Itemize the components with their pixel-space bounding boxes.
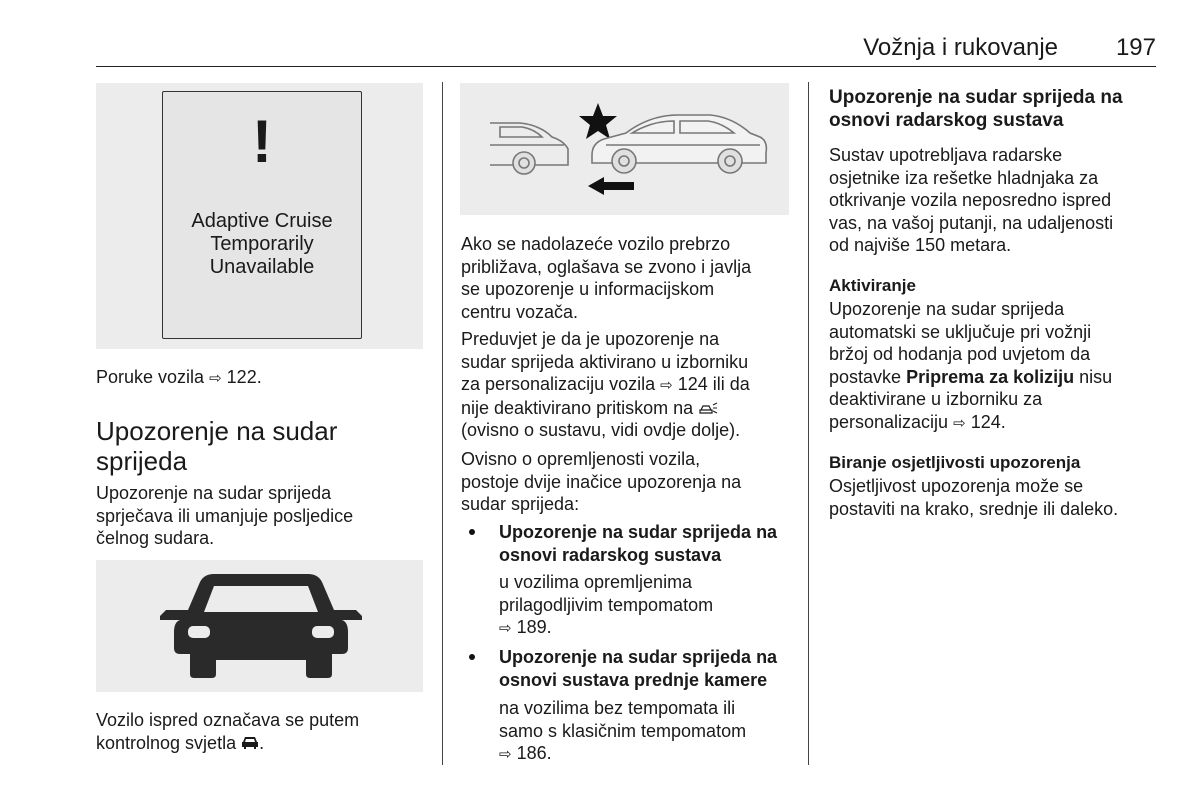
direction-arrow-icon <box>588 177 634 195</box>
text-line: približava, oglašava se zvono i javlja <box>461 256 752 277</box>
activation-heading: Aktiviranje <box>829 276 916 295</box>
vehicle-ahead-indicator-icon <box>241 736 259 750</box>
text-span: personalizaciju <box>829 411 949 432</box>
text-line <box>461 397 750 420</box>
text-line <box>499 742 746 766</box>
text-span: kontrolnog svjetla <box>96 732 237 753</box>
ref-page[interactable]: 189. <box>516 617 552 637</box>
text-line: prilagodljivim tempomatom <box>499 594 714 615</box>
text-line: Upozorenje na sudar sprijeda <box>96 483 332 503</box>
ref-page[interactable]: 122. <box>226 367 262 387</box>
text-line <box>829 366 1112 389</box>
text-line: otkrivanje vozila neposredno ispred <box>829 190 1112 210</box>
text-line: samo s klasičnim tempomatom <box>499 720 747 741</box>
page-ref-arrow-icon: ⇨ <box>660 376 673 394</box>
variants-paragraph <box>461 448 741 516</box>
text-line: automatski se uključuje pri vožnji <box>829 321 1092 342</box>
bullet-radar-heading <box>499 521 777 566</box>
precondition-paragraph <box>461 328 750 442</box>
column-divider-1 <box>442 82 443 765</box>
page-number: 197 <box>1115 34 1156 61</box>
text-line: centru vozača. <box>461 301 579 322</box>
text-line: osnovi radarskog sustava <box>499 544 722 565</box>
sensitivity-paragraph <box>829 475 1118 520</box>
text-span: za personalizaciju vozila <box>461 374 656 394</box>
text-line: osnovi sustava prednje kamere <box>499 669 768 690</box>
vehicle-ahead-figure <box>96 560 423 692</box>
page-ref-arrow-icon: ⇨ <box>499 745 512 763</box>
text-line <box>829 411 1112 435</box>
text-line <box>96 732 359 755</box>
page-ref-arrow-icon: ⇨ <box>953 413 966 432</box>
approach-paragraph <box>461 233 751 323</box>
intro-paragraph <box>96 482 353 550</box>
page-ref-arrow-icon: ⇨ <box>499 619 512 637</box>
section-heading <box>96 416 337 476</box>
text-line: u vozilima opremljenima <box>499 572 693 592</box>
text-line: (ovisno o sustavu, vidi ovdje dolje). <box>461 420 741 440</box>
ref-page[interactable]: 124. <box>970 411 1006 432</box>
text-line: se upozorenje u informacijskom <box>461 279 715 299</box>
driver-info-display <box>162 91 362 339</box>
display-message <box>163 210 361 279</box>
column-divider-2 <box>808 82 809 765</box>
text-line: od najviše 150 metara. <box>829 235 1012 255</box>
ref-page[interactable]: 186. <box>516 743 552 763</box>
text-span: nije deaktivirano pritiskom na <box>461 397 694 418</box>
warning-exclamation: ! <box>252 108 272 175</box>
sensitivity-heading: Biranje osjetljivosti upozorenja <box>829 453 1081 472</box>
text-line: deaktivirane u izborniku za <box>829 389 1043 409</box>
display-message-line: Unavailable <box>209 256 315 278</box>
collision-warning-button-icon <box>698 401 718 415</box>
bullet-dot <box>469 529 475 535</box>
heading-line: osnovi radarskog sustava <box>829 110 1064 131</box>
text-span: . <box>259 732 265 753</box>
collision-star-icon <box>579 103 617 139</box>
alert-figure <box>96 83 423 349</box>
text-line: osjetnike iza rešetke hladnjaka za <box>829 167 1099 188</box>
display-message-line: Adaptive Cruise <box>191 210 333 232</box>
bullet-camera-heading <box>499 646 777 691</box>
bullet-dot <box>469 654 475 660</box>
text-line: čelnog sudara. <box>96 528 215 548</box>
text-line: Ako se nadolazeće vozilo prebrzo <box>461 234 731 254</box>
text-line: Ovisno o opremljenosti vozila, <box>461 449 701 469</box>
text-line <box>461 373 750 397</box>
chapter-title: Vožnja i rukovanje <box>863 34 1058 61</box>
text-line: Upozorenje na sudar sprijeda <box>829 299 1065 319</box>
activation-paragraph <box>829 298 1112 434</box>
page-ref-arrow-icon: ⇨ <box>209 369 222 387</box>
vehicle-ahead-icon <box>96 560 423 692</box>
heading-line: Upozorenje na sudar sprijeda na <box>829 87 1123 108</box>
menu-setting-name: Priprema za koliziju <box>906 366 1075 387</box>
display-message-line: Temporarily <box>210 233 314 255</box>
text-line: Osjetljivost upozorenja može se <box>829 476 1084 496</box>
text-line: postaviti na krako, srednje ili daleko. <box>829 498 1119 519</box>
page-header <box>96 32 1156 67</box>
front-car <box>592 115 766 173</box>
radar-section-heading <box>829 86 1123 132</box>
text-line: vas, na vašoj putanji, na udaljenosti <box>829 212 1114 233</box>
vehicle-messages-ref <box>96 366 262 390</box>
text-line: sudar sprijeda aktivirano u izborniku <box>461 351 749 372</box>
bullet-camera-text <box>499 697 746 766</box>
heading-line: Upozorenje na sudar <box>96 416 338 446</box>
radar-paragraph <box>829 144 1113 257</box>
text-line: Sustav upotrebljava radarske <box>829 145 1063 165</box>
text-line: postoje dvije inačice upozorenja na <box>461 471 742 492</box>
text-span[interactable]: 124 ili da <box>677 374 750 394</box>
heading-line: sprijeda <box>96 446 188 476</box>
text-line: Upozorenje na sudar sprijeda na <box>499 522 778 542</box>
ref-text: Poruke vozila <box>96 367 205 387</box>
collision-figure <box>460 83 789 215</box>
text-line: na vozilima bez tempomata ili <box>499 698 736 718</box>
collision-illustration <box>460 83 789 215</box>
bullet-radar-text <box>499 571 713 640</box>
text-line: Vozilo ispred označava se putem <box>96 710 360 730</box>
text-span: postavke <box>829 366 902 387</box>
text-line: sprječava ili umanjuje posljedice <box>96 505 354 526</box>
text-line: bržoj od hodanja pod uvjetom da <box>829 344 1091 364</box>
text-line: Upozorenje na sudar sprijeda na <box>499 647 778 667</box>
rear-car <box>490 123 568 174</box>
text-line: sudar sprijeda: <box>461 494 580 514</box>
text-line <box>499 616 713 640</box>
text-line: Preduvjet je da je upozorenje na <box>461 329 720 349</box>
text-span: nisu <box>1079 366 1113 387</box>
vehicle-ahead-paragraph <box>96 709 359 754</box>
